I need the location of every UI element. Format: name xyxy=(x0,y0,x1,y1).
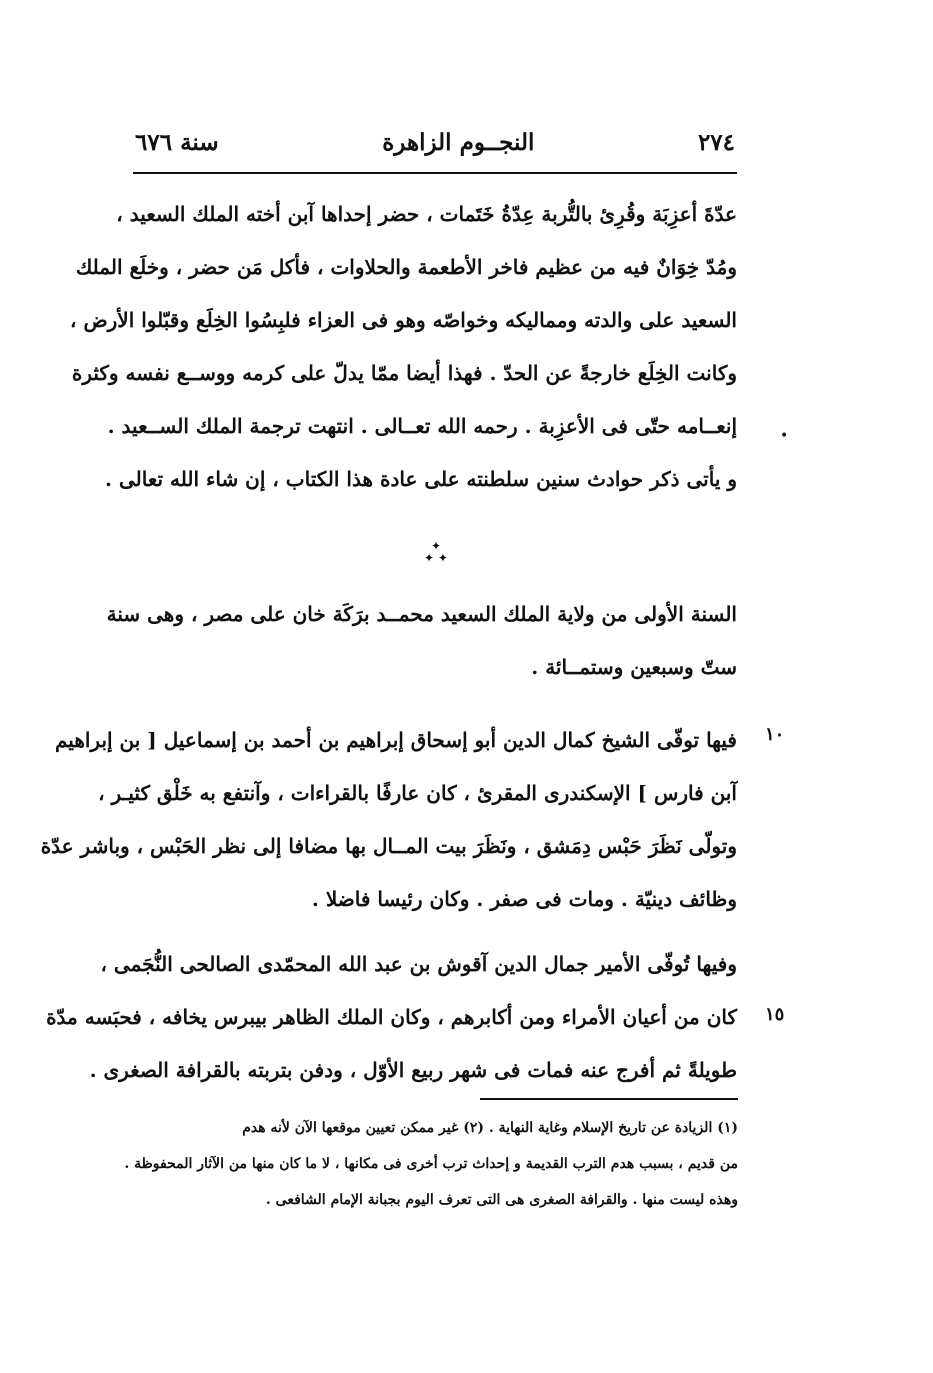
book-title: النجــوم الزاهرة xyxy=(382,128,535,156)
text-line: وكانت الخِلَع خارجةً عن الحدّ . فهذا أيضا ممّا يدلّ على كرمه ووســع نفسه وكثرة xyxy=(71,361,737,385)
section-ornament xyxy=(416,540,456,576)
page-number: ٢٧٤ xyxy=(697,128,735,156)
paragraph-3 xyxy=(46,938,737,1097)
text-line: ومُدّ خِوَانٌ فيه من عظيم فاخر الأطعمة والحلاوات ، فأكل مَن حضر ، وخلَع الملك xyxy=(75,255,737,279)
footnote-2: (٢) غير ممكن تعيين موقعها الآن لأنه هدم xyxy=(242,1120,484,1136)
text-line: كان من أعيان الأمراء ومن أكابرهم ، وكان الملك الظاهر بيبرس يخافه ، فحبَسه مدّة xyxy=(46,1005,737,1029)
section-heading xyxy=(106,588,737,694)
line-number: ١٥ xyxy=(765,1004,785,1025)
footnote-1: (١) الزيادة عن تاريخ الإسلام وغاية النهاية . xyxy=(488,1120,738,1136)
footnotes xyxy=(124,1110,738,1218)
header-rule xyxy=(133,172,737,174)
ornament-top: ✦ xyxy=(430,539,442,553)
text-line: وظائف دينيّة . ومات فى صفر . وكان رئيسا فاضلا . xyxy=(311,887,737,911)
text-line: وفيها تُوفّى الأمير جمال الدين آقوش بن عبد الله المحمّدى الصالحى النُّجَمى ، xyxy=(100,952,737,976)
footnote-line: من قديم ، بسبب هدم الترب القديمة و إحداث ترب أخرى فى مكانها ، لا ما كان منها من الآثار المحفوظة . xyxy=(124,1156,738,1172)
footnote-line xyxy=(140,1110,738,1146)
paragraph-2 xyxy=(40,714,737,926)
heading-line: ستّ وسبعين وستمــائة . xyxy=(531,655,737,679)
paragraph-1 xyxy=(70,188,737,506)
header-year: سنة ٦٧٦ xyxy=(135,128,219,156)
text-line: آبن فارس ] الإسكندرى المقرئ ، كان عارفًا بالقراءات ، وآنتفع به خَلْق كثيـر ، xyxy=(98,781,737,805)
line-number: ١٠ xyxy=(765,724,785,745)
text-line: وتولّى نَظَرَ حَبْس دِمَشق ، ونَظَرَ بيت المــال بها مضافا إلى نظر الحَبْس ، وباشر عدّة xyxy=(40,834,737,858)
heading-line: السنة الأولى من ولاية الملك السعيد محمــد برَكَة خان على مصر ، وهى سنة xyxy=(106,602,737,626)
text-line: السعيد على والدته ومماليكه وخواصّه وهو فى العزاء فلبِسُوا الخِلَع وقبّلوا الأرض ، xyxy=(70,308,737,332)
margin-mark: • xyxy=(780,428,789,444)
text-line: إنعــامه حتّى فى الأعزِبة . رحمه الله تعــالى . انتهت ترجمة الملك الســعيد . xyxy=(107,414,737,438)
running-header xyxy=(135,122,735,162)
footnote-line: وهذه ليست منها . والقرافة الصغرى هى التى تعرف اليوم بجبانة الإمام الشافعى . xyxy=(265,1192,738,1208)
text-line: فيها توفّى الشيخ كمال الدين أبو إسحاق إبراهيم بن أحمد بن إسماعيل [ بن إبراهيم xyxy=(54,728,737,752)
text-line: طويلةً ثم أفرج عنه فمات فى شهر ربيع الأوّل ، ودفن بتربته بالقرافة الصغرى . xyxy=(89,1058,737,1082)
text-line: عدّةَ أعزِبَة وقُرِئ بالتُّربة عِدّةُ خَتَمات ، حضر إحداها آبن أخته الملك السعيد ، xyxy=(116,202,737,226)
text-line: و يأتى ذكر حوادث سنين سلطنته على عادة هذا الكتاب ، إن شاء الله تعالى . xyxy=(105,467,737,491)
ornament-bottom: ✦ ✦ xyxy=(424,551,448,565)
footnote-rule xyxy=(480,1098,738,1100)
